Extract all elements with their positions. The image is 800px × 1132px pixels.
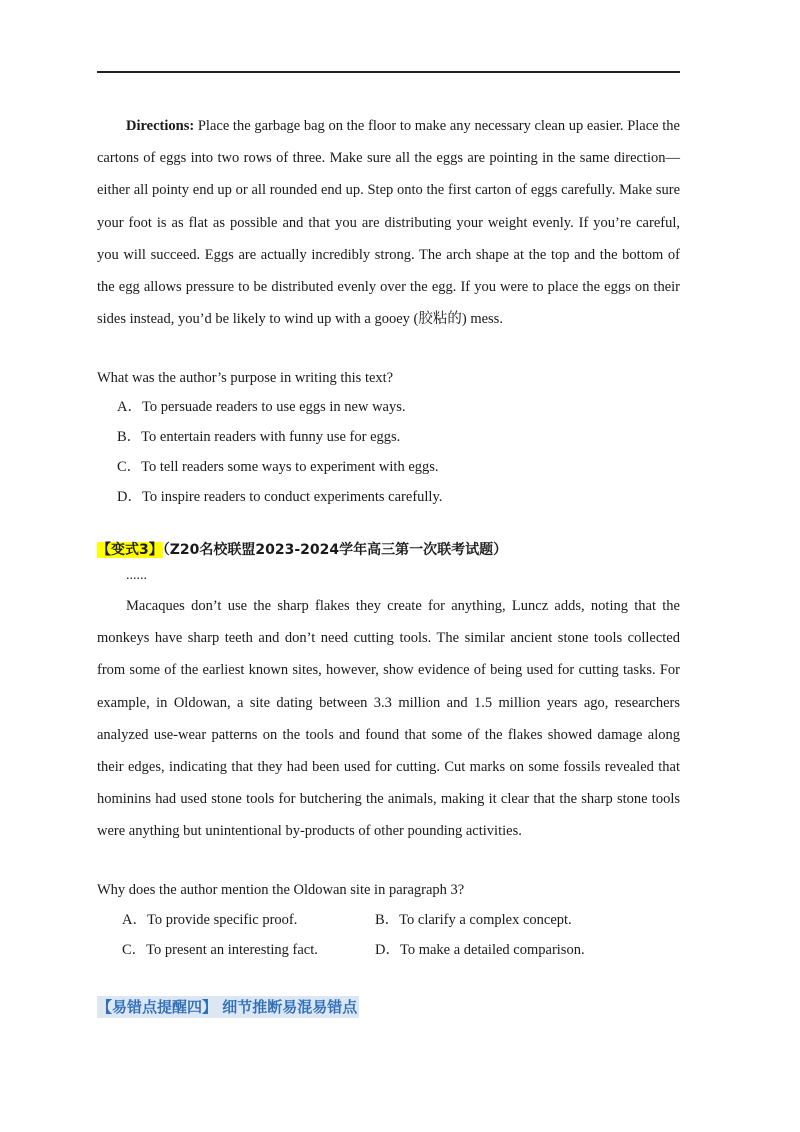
question-2-option-d: D．To make a detailed comparison.: [375, 942, 585, 958]
header-rule: [97, 71, 680, 73]
directions-label: Directions:: [126, 118, 195, 134]
directions-paragraph: [97, 110, 680, 335]
question-2-option-a: A．To provide specific proof.: [122, 912, 298, 928]
question-1: What was the author’s purpose in writing this text?: [97, 370, 394, 386]
variant-label: 【变式3】: [97, 542, 163, 558]
question-1-option-c: C．To tell readers some ways to experiment with eggs.: [117, 459, 439, 475]
tip-heading: 【易错点提醒四】 细节推断易混易错点: [97, 998, 358, 1016]
variant-heading: [97, 540, 507, 560]
directions-text: Place the garbage bag on the floor to make any necessary clean up easier. Place the cartons of eggs into two rows of three. Make sure all the eggs are pointing in the same direction—either all pointy end up or all rounded end up. Step onto the first carton of eggs carefully. Make sure your foot is as flat as possible and that you are distributing your weight evenly. If you’re careful, you will succeed. Eggs are actually incredibly strong. The arch shape at the top and the bottom of the egg allows pressure to be distributed evenly over the egg. If you were to place the eggs on their sides instead, you’d be likely to wind up with a gooey (胶粘的) mess.: [97, 118, 680, 328]
question-2-option-b: B．To clarify a complex concept.: [375, 912, 572, 928]
question-1-option-a: A．To persuade readers to use eggs in new ways.: [117, 399, 406, 415]
question-1-option-d: D．To inspire readers to conduct experiments carefully.: [117, 489, 443, 505]
variant-source: （Z20名校联盟2023-2024学年高三第一次联考试题）: [162, 542, 508, 558]
question-2: Why does the author mention the Oldowan site in paragraph 3?: [97, 882, 465, 898]
question-2-option-c: C．To present an interesting fact.: [122, 942, 318, 958]
question-1-option-b: B．To entertain readers with funny use for eggs.: [117, 429, 401, 445]
macaques-paragraph: Macaques don’t use the sharp flakes they create for anything, Luncz adds, noting that the monkeys have sharp teeth and don’t need cutting tools. The similar ancient stone tools collected from some of the earliest known sites, however, show evidence of being used for cutting tasks. For example, in Oldowan, a site dating between 3.3 million and 1.5 million years ago, researchers analyzed use-wear patterns on the tools and found that some of the flakes showed damage along their edges, indicating that they had been used for cutting. Cut marks on some fossils revealed that hominins had used stone tools for butchering the animals, making it clear that the sharp stone tools were anything but unintentional by-products of other pounding activities.: [97, 598, 680, 840]
ellipsis: ......: [126, 568, 147, 583]
